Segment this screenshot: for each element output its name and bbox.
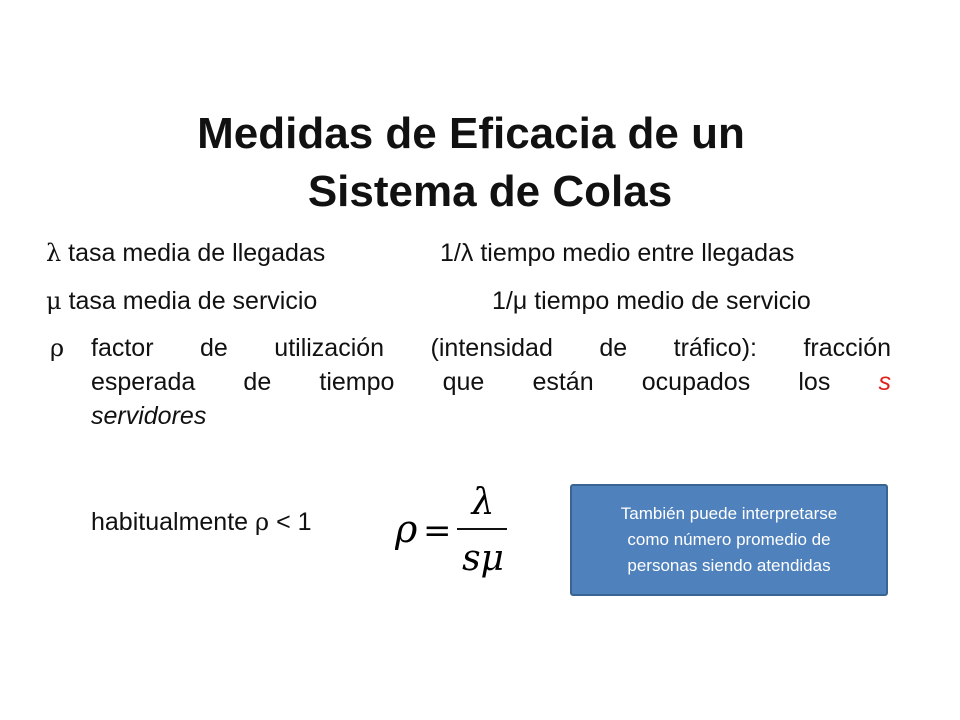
callout-line-3: personas siendo atendidas: [627, 556, 831, 575]
mu-text: tasa media de servicio: [68, 287, 318, 315]
lambda-inverse: 1/λ: [440, 239, 474, 267]
callout-line-2: como número promedio de: [627, 530, 831, 549]
interpretation-callout: [570, 484, 888, 596]
rho-line-2: [91, 365, 891, 399]
usual-suffix: < 1: [276, 508, 312, 536]
usual-rho-symbol: ρ: [255, 508, 270, 536]
formula-equals: =: [423, 511, 452, 551]
rho-line-1: factor de utilización (intensidad de tráfico): fracción: [91, 334, 891, 362]
lambda-definition: [46, 238, 325, 268]
mu-symbol: μ: [46, 287, 62, 315]
mu-inverse-text: tiempo medio de servicio: [534, 287, 811, 315]
slide-title: [0, 105, 960, 221]
rho-line-2-text: esperada de tiempo que están ocupados los: [91, 368, 831, 396]
servers-variable: s: [878, 368, 891, 396]
mu-definition: [46, 286, 317, 316]
lambda-inverse-definition: [440, 238, 794, 268]
title-line-2: Sistema de Colas: [307, 167, 673, 216]
lambda-symbol: λ: [46, 239, 62, 267]
formula-lhs: ρ: [395, 507, 418, 551]
callout-line-1: También puede interpretarse: [620, 504, 838, 523]
lambda-text: tasa media de llegadas: [68, 239, 326, 267]
mu-inverse-definition: [492, 286, 811, 316]
title-line-1: Medidas de Eficacia de un: [197, 109, 745, 158]
utilization-formula: [395, 482, 515, 582]
rho-bullet: [50, 333, 64, 363]
mu-inverse: 1/μ: [492, 287, 528, 315]
formula-numerator: λ: [471, 482, 495, 523]
usual-condition: [91, 507, 312, 537]
rho-definition: [91, 331, 891, 433]
formula-denominator: sμ: [462, 538, 504, 579]
lambda-inverse-text: tiempo medio entre llegadas: [480, 239, 795, 267]
rho-line-3: servidores: [91, 402, 207, 430]
rho-symbol: ρ: [50, 334, 65, 362]
usual-prefix: habitualmente: [91, 508, 249, 536]
